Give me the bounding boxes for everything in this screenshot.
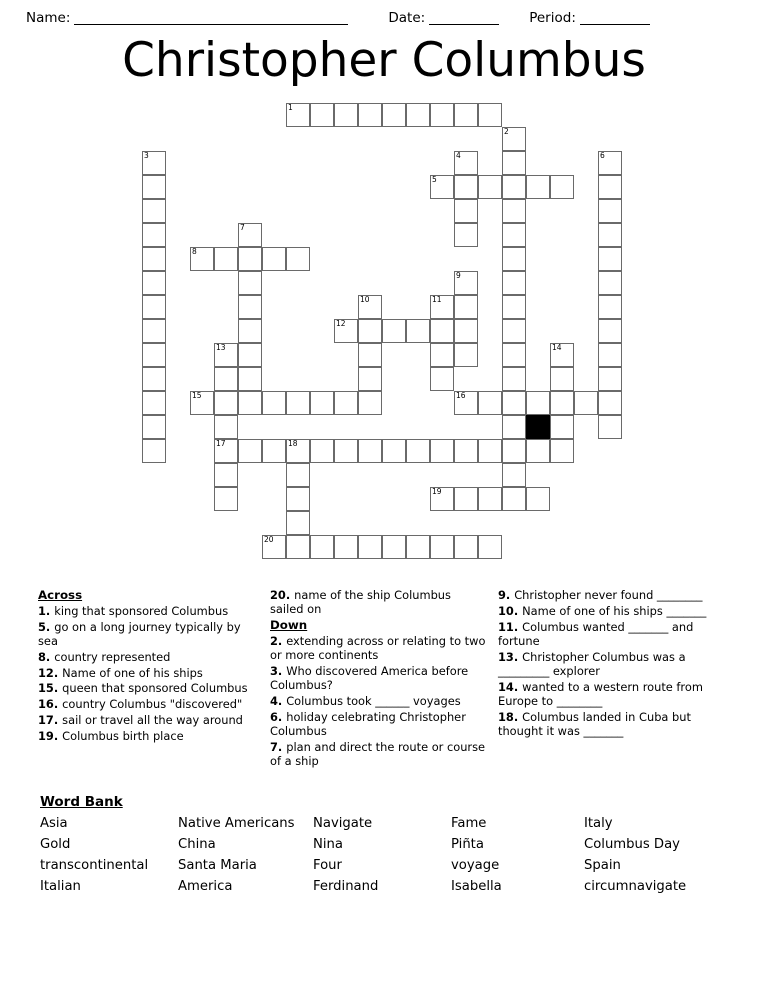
grid-cell[interactable]	[238, 343, 262, 367]
grid-cell[interactable]	[238, 391, 262, 415]
grid-cell[interactable]	[262, 247, 286, 271]
grid-cell[interactable]	[502, 487, 526, 511]
clue-text: sail or travel all the way around	[62, 713, 243, 728]
grid-cell[interactable]	[502, 415, 526, 439]
clue-text: Name of one of his ships _______	[522, 603, 707, 618]
clue-number: 12.	[38, 665, 63, 680]
clue-text: go on a long journey typically by sea	[38, 619, 241, 649]
grid-cell-number: 5	[432, 175, 437, 184]
grid-cell[interactable]	[478, 103, 502, 127]
grid-cell[interactable]	[478, 391, 502, 415]
clue-number: 8.	[38, 649, 55, 664]
grid-cell-number: 14	[552, 343, 562, 352]
grid-cell[interactable]	[358, 391, 382, 415]
word-bank-grid	[40, 816, 740, 895]
word-bank-word[interactable]: Santa Maria	[178, 858, 257, 873]
word-bank-word[interactable]: voyage	[451, 858, 500, 873]
grid-cell[interactable]	[406, 103, 430, 127]
grid-cell-number: 11	[432, 295, 442, 304]
clue-item	[270, 710, 488, 739]
grid-cell[interactable]	[550, 175, 574, 199]
clue-number: 16.	[38, 697, 63, 712]
across-heading: Across	[38, 588, 83, 602]
grid-cell[interactable]	[598, 343, 622, 367]
word-bank-word[interactable]: Native Americans	[178, 816, 295, 831]
grid-cell[interactable]	[430, 319, 454, 343]
grid-cell[interactable]	[454, 175, 478, 199]
grid-cell-number: 7	[240, 223, 245, 232]
grid-cell[interactable]	[238, 271, 262, 295]
grid-cell[interactable]	[430, 367, 454, 391]
grid-cell[interactable]	[214, 463, 238, 487]
grid-cell[interactable]	[406, 319, 430, 343]
grid-cell[interactable]	[286, 439, 310, 463]
grid-cell[interactable]	[502, 247, 526, 271]
grid-cell[interactable]	[214, 367, 238, 391]
grid-cell[interactable]	[430, 439, 454, 463]
grid-cell[interactable]	[214, 439, 238, 463]
grid-cell[interactable]	[430, 175, 454, 199]
grid-cell[interactable]	[502, 223, 526, 247]
grid-cell[interactable]	[526, 439, 550, 463]
grid-cell[interactable]	[286, 535, 310, 559]
grid-cell[interactable]	[286, 487, 310, 511]
grid-cell[interactable]	[502, 295, 526, 319]
grid-cell-number: 1	[288, 103, 293, 112]
name-label: Name:	[26, 10, 71, 26]
grid-cell[interactable]	[526, 391, 550, 415]
clue-text: Columbus took ______ voyages	[286, 694, 461, 709]
grid-cell[interactable]	[430, 295, 454, 319]
period-label: Period:	[529, 10, 576, 26]
clue-text: Name of one of his ships	[62, 665, 203, 680]
grid-cell[interactable]	[286, 247, 310, 271]
grid-cell[interactable]	[598, 271, 622, 295]
grid-cell[interactable]	[334, 391, 358, 415]
clue-text: plan and direct the route or course of a ship	[270, 740, 486, 769]
grid-cell[interactable]	[286, 391, 310, 415]
word-bank-word[interactable]: circumnavigate	[584, 879, 687, 894]
grid-cell[interactable]	[598, 367, 622, 391]
grid-cell[interactable]	[454, 271, 478, 295]
clue-text: Christopher Columbus was a _________ explorer	[498, 649, 686, 678]
clue-text: country represented	[54, 649, 171, 664]
grid-cell[interactable]	[142, 295, 166, 319]
clue-number: 4.	[270, 694, 287, 709]
grid-cell[interactable]	[478, 487, 502, 511]
grid-cell[interactable]	[214, 415, 238, 439]
word-bank-word[interactable]: Navigate	[313, 816, 373, 831]
grid-cell[interactable]	[142, 247, 166, 271]
clues-column-2	[270, 588, 488, 770]
word-bank-word[interactable]: Ferdinand	[313, 879, 379, 894]
grid-cell[interactable]	[358, 103, 382, 127]
grid-cell[interactable]	[238, 319, 262, 343]
grid-cell[interactable]	[238, 247, 262, 271]
grid-cell[interactable]	[502, 271, 526, 295]
grid-cell[interactable]	[358, 343, 382, 367]
clue-item	[38, 713, 260, 727]
grid-cell[interactable]	[430, 103, 454, 127]
grid-cell-number: 20	[264, 535, 274, 544]
clue-item	[38, 666, 260, 680]
grid-cell[interactable]	[262, 439, 286, 463]
clue-number: 5.	[38, 619, 55, 634]
grid-cell[interactable]	[598, 295, 622, 319]
clue-text: Who discovered America before Columbus?	[270, 664, 469, 693]
clue-item	[498, 620, 716, 649]
grid-cell-number: 15	[192, 391, 202, 400]
grid-cell[interactable]	[478, 535, 502, 559]
grid-cell[interactable]	[550, 415, 574, 439]
grid-cell[interactable]	[454, 223, 478, 247]
clue-item	[38, 681, 260, 695]
grid-cell[interactable]	[574, 391, 598, 415]
clue-number: 14.	[498, 679, 523, 694]
grid-cell[interactable]	[598, 223, 622, 247]
clue-number: 11.	[498, 619, 523, 634]
word-bank-word[interactable]: Italy	[584, 816, 613, 831]
grid-cell[interactable]	[262, 391, 286, 415]
grid-cell[interactable]	[142, 151, 166, 175]
grid-cell[interactable]	[286, 511, 310, 535]
clue-number: 1.	[38, 604, 55, 618]
grid-cell[interactable]	[598, 391, 622, 415]
grid-block-cell	[526, 415, 550, 439]
grid-cell[interactable]	[214, 391, 238, 415]
grid-cell[interactable]	[310, 391, 334, 415]
grid-cell[interactable]	[454, 151, 478, 175]
grid-cell-number: 13	[216, 343, 226, 352]
grid-cell[interactable]	[598, 151, 622, 175]
word-bank-word[interactable]: Nina	[313, 837, 343, 852]
clue-text: queen that sponsored Columbus	[62, 681, 248, 696]
grid-cell[interactable]	[310, 103, 334, 127]
clue-number: 13.	[498, 649, 523, 664]
grid-cell[interactable]	[334, 103, 358, 127]
grid-cell[interactable]	[286, 463, 310, 487]
page-title: Christopher Columbus	[122, 33, 646, 88]
grid-cell[interactable]	[550, 439, 574, 463]
grid-cell-number: 16	[456, 391, 466, 400]
clue-item	[38, 650, 260, 664]
grid-cell[interactable]	[502, 127, 526, 151]
grid-cell[interactable]	[262, 535, 286, 559]
clue-item	[270, 694, 488, 708]
grid-cell[interactable]	[502, 151, 526, 175]
grid-cell-number: 17	[216, 439, 226, 448]
grid-cell-number: 3	[144, 151, 149, 160]
clue-item	[38, 697, 260, 711]
clue-item	[498, 650, 716, 679]
clue-text: Columbus wanted _______ and fortune	[498, 619, 694, 648]
word-bank-word[interactable]: Asia	[40, 816, 68, 831]
date-label: Date:	[388, 10, 426, 26]
clue-item	[498, 680, 716, 709]
word-bank-word[interactable]: Four	[313, 858, 342, 873]
grid-cell[interactable]	[142, 343, 166, 367]
grid-cell[interactable]	[334, 319, 358, 343]
grid-cell[interactable]	[550, 367, 574, 391]
clue-number: 17.	[38, 713, 63, 728]
grid-cell[interactable]	[190, 391, 214, 415]
grid-cell[interactable]	[454, 535, 478, 559]
grid-cell[interactable]	[142, 175, 166, 199]
grid-cell[interactable]	[238, 439, 262, 463]
grid-cell-number: 18	[288, 439, 298, 448]
clues-section	[38, 588, 738, 778]
word-bank-heading: Word Bank	[40, 794, 123, 810]
clue-item	[498, 588, 716, 602]
clue-item	[498, 604, 716, 618]
grid-cell-number: 8	[192, 247, 197, 256]
clue-item	[38, 604, 260, 618]
grid-cell[interactable]	[550, 391, 574, 415]
grid-cell-number: 10	[360, 295, 370, 304]
clue-number: 3.	[270, 664, 287, 679]
grid-cell[interactable]	[358, 535, 382, 559]
grid-cell[interactable]	[598, 199, 622, 223]
grid-cell[interactable]	[430, 343, 454, 367]
clue-item	[38, 729, 260, 743]
grid-cell[interactable]	[142, 367, 166, 391]
clue-number: 19.	[38, 728, 63, 743]
grid-cell[interactable]	[406, 535, 430, 559]
clue-number: 18.	[498, 709, 523, 724]
grid-cell[interactable]	[502, 367, 526, 391]
clue-number: 20.	[270, 588, 295, 602]
grid-cell[interactable]	[334, 439, 358, 463]
grid-cell[interactable]	[598, 175, 622, 199]
clue-number: 2.	[270, 634, 287, 649]
clue-number: 9.	[498, 588, 515, 602]
grid-cell[interactable]	[478, 175, 502, 199]
grid-cell[interactable]	[502, 175, 526, 199]
grid-cell[interactable]	[454, 439, 478, 463]
clue-item	[270, 634, 488, 663]
grid-cell-number: 12	[336, 319, 346, 328]
grid-cell[interactable]	[454, 319, 478, 343]
grid-cell[interactable]	[454, 295, 478, 319]
grid-cell-number: 9	[456, 271, 461, 280]
grid-cell[interactable]	[598, 415, 622, 439]
clue-text: Columbus landed in Cuba but thought it was _______	[498, 709, 691, 739]
grid-cell[interactable]	[142, 271, 166, 295]
clue-number: 10.	[498, 603, 523, 618]
clue-text: wanted to a western route from Europe to ________	[498, 679, 703, 709]
grid-cell[interactable]	[190, 247, 214, 271]
grid-cell[interactable]	[502, 463, 526, 487]
clue-item	[270, 588, 488, 617]
grid-cell[interactable]	[454, 391, 478, 415]
grid-cell[interactable]	[214, 343, 238, 367]
grid-cell[interactable]	[142, 439, 166, 463]
grid-cell[interactable]	[382, 535, 406, 559]
grid-cell[interactable]	[598, 247, 622, 271]
grid-cell-number: 6	[600, 151, 605, 160]
clue-text: name of the ship Columbus sailed on	[270, 588, 451, 617]
grid-cell[interactable]	[502, 439, 526, 463]
grid-cell[interactable]	[502, 199, 526, 223]
grid-cell[interactable]	[502, 319, 526, 343]
grid-cell[interactable]	[430, 487, 454, 511]
clues-column-1	[38, 588, 260, 745]
word-bank-section	[40, 793, 740, 895]
grid-cell[interactable]	[382, 319, 406, 343]
clue-text: Columbus birth place	[62, 728, 184, 743]
word-bank-word[interactable]: America	[178, 879, 233, 894]
clue-item	[270, 740, 488, 769]
grid-cell[interactable]	[142, 391, 166, 415]
word-bank-word[interactable]: Piñta	[451, 837, 484, 852]
grid-cell[interactable]	[478, 439, 502, 463]
grid-cell[interactable]	[526, 487, 550, 511]
clue-text: Christopher never found ________	[514, 588, 703, 602]
grid-cell[interactable]	[502, 391, 526, 415]
clue-number: 7.	[270, 740, 287, 755]
grid-cell[interactable]	[142, 415, 166, 439]
grid-cell[interactable]	[142, 319, 166, 343]
word-bank-word[interactable]: Gold	[40, 837, 71, 852]
grid-cell[interactable]	[238, 367, 262, 391]
clue-item	[38, 620, 260, 649]
grid-cell[interactable]	[454, 343, 478, 367]
word-bank-word[interactable]: Fame	[451, 816, 487, 831]
grid-cell[interactable]	[382, 103, 406, 127]
grid-cell[interactable]	[358, 439, 382, 463]
grid-cell[interactable]	[238, 295, 262, 319]
grid-cell[interactable]	[334, 535, 358, 559]
word-bank-word[interactable]: China	[178, 837, 216, 852]
clues-column-3	[498, 588, 716, 740]
grid-cell[interactable]	[598, 319, 622, 343]
grid-cell[interactable]	[430, 535, 454, 559]
grid-cell[interactable]	[214, 247, 238, 271]
grid-cell[interactable]	[286, 103, 310, 127]
grid-cell[interactable]	[310, 439, 334, 463]
grid-cell[interactable]	[214, 487, 238, 511]
grid-cell[interactable]	[358, 319, 382, 343]
grid-cell[interactable]	[550, 343, 574, 367]
grid-cell-number: 4	[456, 151, 461, 160]
word-bank-word[interactable]: transcontinental	[40, 858, 149, 873]
grid-cell[interactable]	[526, 175, 550, 199]
grid-cell[interactable]	[358, 295, 382, 319]
grid-cell[interactable]	[454, 103, 478, 127]
word-bank-word[interactable]: Italian	[40, 879, 81, 894]
word-bank-word[interactable]: Isabella	[451, 879, 502, 894]
word-bank-word[interactable]: Columbus Day	[584, 837, 680, 852]
grid-cell[interactable]	[454, 487, 478, 511]
grid-cell[interactable]	[358, 367, 382, 391]
grid-cell[interactable]	[454, 199, 478, 223]
grid-cell[interactable]	[142, 199, 166, 223]
grid-cell[interactable]	[142, 223, 166, 247]
clue-text: holiday celebrating Christopher Columbus	[270, 710, 466, 739]
clue-text: country Columbus "discovered"	[62, 697, 243, 712]
clue-item	[498, 710, 716, 739]
grid-cell[interactable]	[310, 535, 334, 559]
grid-cell-number: 19	[432, 487, 442, 496]
grid-cell[interactable]	[238, 223, 262, 247]
clue-number: 15.	[38, 681, 63, 696]
clue-text: king that sponsored Columbus	[54, 604, 229, 618]
grid-cell[interactable]	[382, 439, 406, 463]
grid-cell[interactable]	[502, 343, 526, 367]
grid-cell-number: 2	[504, 127, 509, 136]
word-bank-word[interactable]: Spain	[584, 858, 621, 873]
clue-text: extending across or relating to two or more continents	[270, 634, 486, 663]
clue-number: 6.	[270, 710, 287, 725]
grid-cell[interactable]	[406, 439, 430, 463]
clue-item	[270, 664, 488, 693]
down-heading: Down	[270, 618, 308, 633]
